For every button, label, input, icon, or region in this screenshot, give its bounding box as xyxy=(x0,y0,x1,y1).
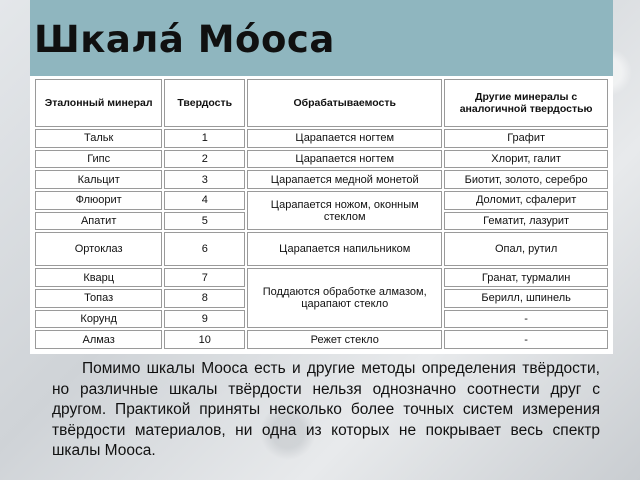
cell-other: - xyxy=(444,310,608,329)
cell-mineral: Гипс xyxy=(35,150,162,169)
cell-mineral: Кварц xyxy=(35,268,162,287)
table-row xyxy=(35,232,608,266)
cell-hardness: 4 xyxy=(164,191,245,210)
table-row xyxy=(35,170,608,189)
cell-hardness: 2 xyxy=(164,150,245,169)
cell-processing: Царапается медной монетой xyxy=(247,170,442,189)
cell-mineral: Топаз xyxy=(35,289,162,308)
cell-other: Хлорит, галит xyxy=(444,150,608,169)
cell-hardness: 1 xyxy=(164,129,245,148)
table-row xyxy=(35,330,608,349)
table-row xyxy=(35,268,608,287)
cell-hardness: 8 xyxy=(164,289,245,308)
cell-mineral: Корунд xyxy=(35,310,162,329)
cell-hardness: 10 xyxy=(164,330,245,349)
table-row xyxy=(35,191,608,210)
cell-mineral: Тальк xyxy=(35,129,162,148)
cell-other: Гематит, лазурит xyxy=(444,212,608,231)
cell-other: Гранат, турмалин xyxy=(444,268,608,287)
cell-mineral: Ортоклаз xyxy=(35,232,162,266)
cell-processing: Царапается ногтем xyxy=(247,150,442,169)
cell-mineral: Флюорит xyxy=(35,191,162,210)
cell-processing: Поддаются обработке алмазом, царапают стекло xyxy=(247,268,442,328)
cell-hardness: 5 xyxy=(164,212,245,231)
cell-other: Опал, рутил xyxy=(444,232,608,266)
cell-mineral: Алмаз xyxy=(35,330,162,349)
header-other: Другие минералы с аналогичной твердостью xyxy=(444,79,608,127)
table-header-row xyxy=(35,79,608,127)
cell-other: Графит xyxy=(444,129,608,148)
cell-processing: Режет стекло xyxy=(247,330,442,349)
table-panel xyxy=(30,76,613,354)
header-mineral: Эталонный минерал xyxy=(35,79,162,127)
body-paragraph: Помимо шкалы Мооса есть и другие методы определения твёрдости, но различные шкалы твёрдости нельзя однозначно соотнести друг с другом. Практикой приняты несколько более точных систем измерения твёрдости материалов, ни одна из которых не покрывает весь спектр шкалы Мооса. xyxy=(52,360,600,459)
table-row xyxy=(35,129,608,148)
table-row xyxy=(35,150,608,169)
cell-processing: Царапается напильником xyxy=(247,232,442,266)
cell-hardness: 9 xyxy=(164,310,245,329)
cell-processing: Царапается ногтем xyxy=(247,129,442,148)
cell-mineral: Апатит xyxy=(35,212,162,231)
cell-other: Берилл, шпинель xyxy=(444,289,608,308)
cell-hardness: 3 xyxy=(164,170,245,189)
cell-mineral: Кальцит xyxy=(35,170,162,189)
cell-other: Доломит, сфалерит xyxy=(444,191,608,210)
slide-title: Шкала́ Мо́оса xyxy=(34,18,335,61)
header-hardness: Твердость xyxy=(164,79,245,127)
cell-other: Биотит, золото, серебро xyxy=(444,170,608,189)
header-processing: Обрабатываемость xyxy=(247,79,442,127)
cell-hardness: 7 xyxy=(164,268,245,287)
cell-processing: Царапается ножом, оконным стеклом xyxy=(247,191,442,230)
cell-hardness: 6 xyxy=(164,232,245,266)
mohs-table xyxy=(33,77,610,351)
cell-other: - xyxy=(444,330,608,349)
